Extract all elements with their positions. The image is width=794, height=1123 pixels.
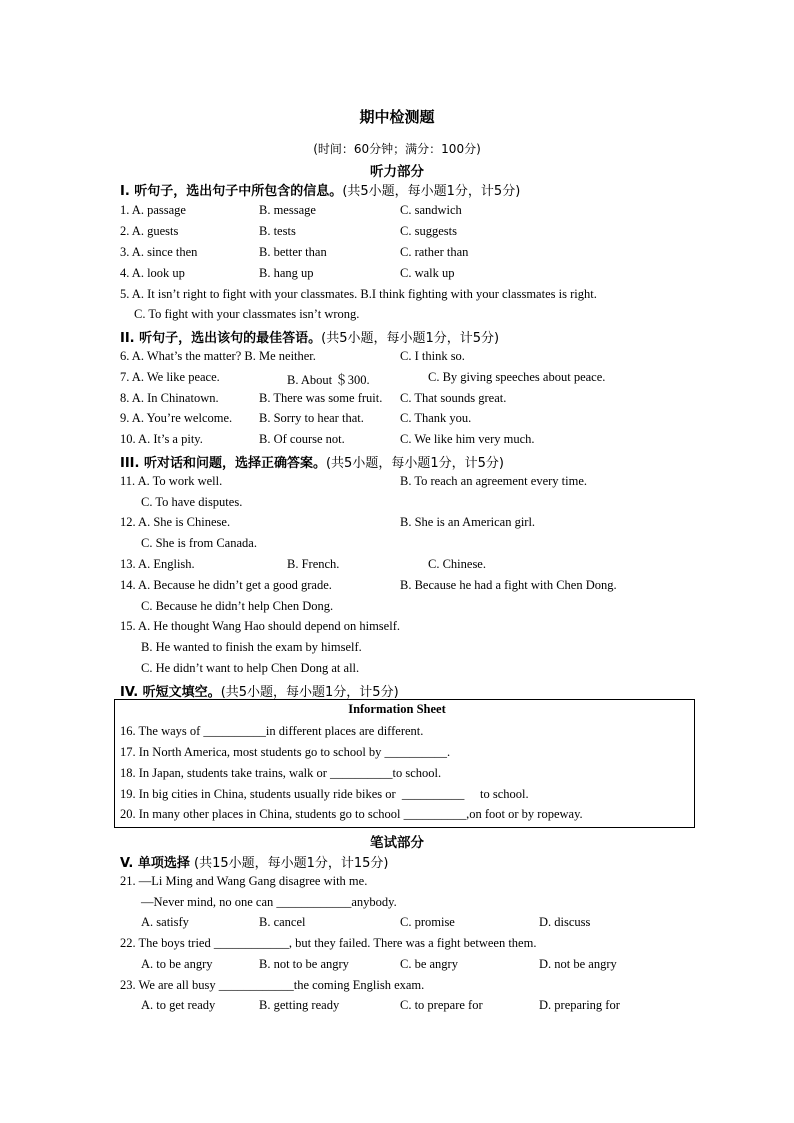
section-4-title: IV. 听短文填空。: [120, 685, 221, 700]
q3-option-a: 3. A. since then: [120, 245, 198, 259]
q5-option-c: C. To fight with your classmates isn’t wrong.: [134, 307, 360, 321]
q4-option-a: 4. A. look up: [120, 266, 185, 280]
q21-option-a: A. satisfy: [141, 915, 189, 929]
section-5-score: (共15小题，每小题1分，计15分): [189, 856, 389, 871]
page-title: 期中检测题: [359, 108, 435, 126]
q21-stem: 21. —Li Ming and Wang Gang disagree with me.: [120, 874, 368, 888]
section-1-heading: [120, 180, 520, 199]
section-4-score: (共5小题，每小题1分，计5分): [220, 685, 399, 700]
q3-option-c: C. rather than: [400, 245, 469, 259]
q9-option-b: B. Sorry to hear that.: [259, 411, 364, 425]
q2-option-c: C. suggests: [400, 224, 457, 238]
q11-option-a: 11. A. To work well.: [120, 474, 223, 488]
q14-option-c: C. Because he didn’t help Chen Dong.: [141, 599, 334, 613]
q23-option-c: C. to prepare for: [400, 998, 483, 1012]
q21-option-c: C. promise: [400, 915, 455, 929]
section-3-heading: [120, 452, 504, 471]
q13-option-a: 13. A. English.: [120, 557, 195, 571]
q2-option-a: 2. A. guests: [120, 224, 179, 238]
q12-option-a: 12. A. She is Chinese.: [120, 515, 231, 529]
info-line-17-text: 17. In North America, most students go to school by __________.: [120, 745, 451, 759]
info-line-20-text: 20. In many other places in China, students go to school __________,on foot or by ropeway.: [120, 807, 583, 821]
q1-option-b: B. message: [259, 203, 316, 217]
q15-option-b: B. He wanted to finish the exam by himself.: [141, 640, 362, 654]
q14-option-b: B. Because he had a fight with Chen Dong.: [400, 578, 617, 592]
q6-options-ab: 6. A. What’s the matter? B. Me neither.: [120, 349, 316, 363]
q21-option-b: B. cancel: [259, 915, 306, 929]
section-4-heading: [120, 681, 399, 700]
q12-option-b: B. She is an American girl.: [400, 515, 536, 529]
part-listening-heading: 听力部分: [370, 164, 424, 180]
q23-option-d: D. preparing for: [539, 998, 620, 1012]
q1-option-a: 1. A. passage: [120, 203, 186, 217]
q7-option-b: B. About ＄300.: [287, 373, 370, 387]
q10-option-a: 10. A. It’s a pity.: [120, 432, 203, 446]
q22-stem: 22. The boys tried ____________, but they failed. There was a fight between them.: [120, 936, 537, 950]
q2-option-b: B. tests: [259, 224, 296, 238]
q4-option-c: C. walk up: [400, 266, 455, 280]
section-5-heading: [120, 852, 389, 871]
q22-option-a: A. to be angry: [141, 957, 213, 971]
q21-reply: —Never mind, no one can ____________anybody.: [141, 895, 397, 909]
q23-option-b: B. getting ready: [259, 998, 340, 1012]
section-2-score: (共5小题，每小题1分，计5分): [321, 331, 500, 346]
q10-option-c: C. We like him very much.: [400, 432, 535, 446]
q22-option-b: B. not to be angry: [259, 957, 349, 971]
q9-option-c: C. Thank you.: [400, 411, 472, 425]
q10-option-b: B. Of course not.: [259, 432, 345, 446]
info-line-18-text: 18. In Japan, students take trains, walk or __________to school.: [120, 766, 442, 780]
q15-option-c: C. He didn’t want to help Chen Dong at all.: [141, 661, 360, 675]
q5-options-ab: 5. A. It isn’t right to fight with your classmates. B.I think fighting with your classmates is right.: [120, 287, 597, 301]
section-5-title: V. 单项选择: [120, 856, 190, 871]
q4-option-b: B. hang up: [259, 266, 314, 280]
section-2-title: II. 听句子，选出该句的最佳答语。: [120, 331, 322, 346]
section-1-score: (共5小题，每小题1分，计5分): [342, 184, 521, 199]
q7-option-c: C. By giving speeches about peace.: [428, 370, 606, 384]
section-1-title: I. 听句子，选出句子中所包含的信息。: [120, 184, 343, 199]
q8-option-b: B. There was some fruit.: [259, 391, 383, 405]
q7-option-a: 7. A. We like peace.: [120, 370, 220, 384]
exam-time-score: (时间：60分钟；满分：100分): [313, 142, 481, 156]
information-sheet-title: Information Sheet: [348, 702, 446, 716]
q13-option-b: B. French.: [287, 557, 340, 571]
q11-option-b: B. To reach an agreement every time.: [400, 474, 588, 488]
q22-option-d: D. not be angry: [539, 957, 617, 971]
section-3-title: III. 听对话和问题，选择正确答案。: [120, 456, 326, 471]
q11-option-c: C. To have disputes.: [141, 495, 243, 509]
info-line-19-text: 19. In big cities in China, students usually ride bikes or __________ to school.: [120, 787, 529, 801]
info-line-16-text: 16. The ways of __________in different places are different.: [120, 724, 424, 738]
q8-option-a: 8. A. In Chinatown.: [120, 391, 219, 405]
q1-option-c: C. sandwich: [400, 203, 462, 217]
q22-option-c: C. be angry: [400, 957, 458, 971]
q12-option-c: C. She is from Canada.: [141, 536, 257, 550]
q3-option-b: B. better than: [259, 245, 327, 259]
q8-option-c: C. That sounds great.: [400, 391, 507, 405]
q6-option-c: C. I think so.: [400, 349, 465, 363]
q23-option-a: A. to get ready: [141, 998, 216, 1012]
section-2-heading: [120, 327, 499, 346]
q14-option-a: 14. A. Because he didn’t get a good grade.: [120, 578, 332, 592]
q9-option-a: 9. A. You’re welcome.: [120, 411, 233, 425]
q23-stem: 23. We are all busy ____________the coming English exam.: [120, 978, 425, 992]
q15-option-a: 15. A. He thought Wang Hao should depend on himself.: [120, 619, 400, 633]
part-written-heading: 笔试部分: [370, 835, 424, 851]
section-3-score: (共5小题，每小题1分，计5分): [325, 456, 504, 471]
q13-option-c: C. Chinese.: [428, 557, 486, 571]
q21-option-d: D. discuss: [539, 915, 591, 929]
